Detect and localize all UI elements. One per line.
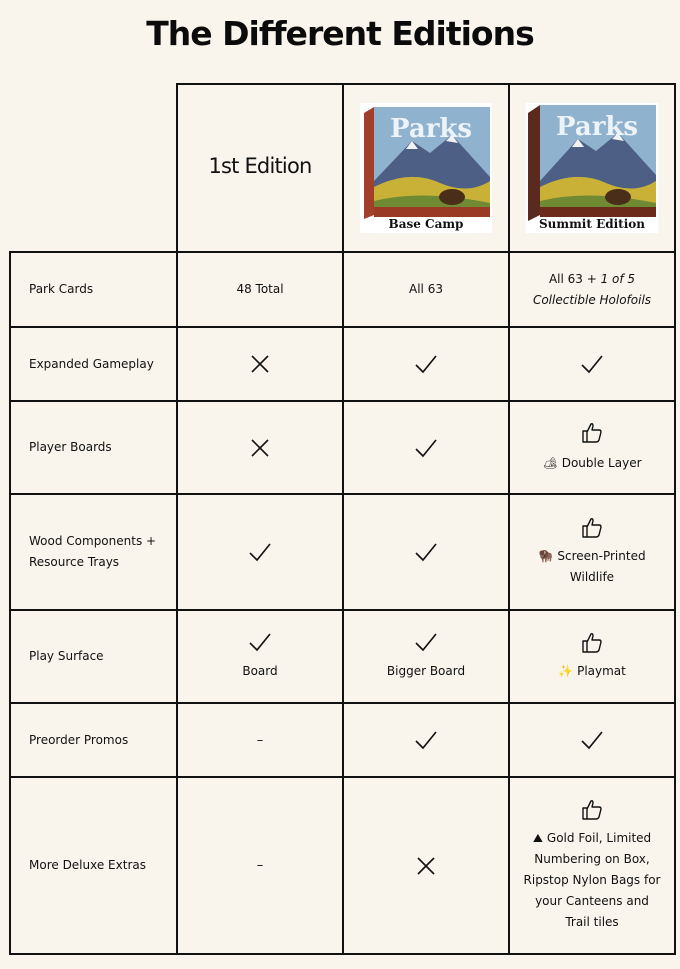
cell-deluxe-extras-1st	[177, 777, 343, 954]
header-row	[10, 84, 675, 252]
sparkles-emoji-icon: ✨	[558, 664, 574, 678]
row-label-wood-components-line2: Resource Trays	[29, 555, 120, 569]
cell-deluxe-extras-base	[343, 777, 509, 954]
cell-wood-components-1st	[177, 494, 343, 610]
dash-text: –	[256, 732, 264, 748]
table-row	[10, 401, 675, 494]
check-icon	[414, 541, 438, 563]
check-icon	[248, 631, 272, 653]
check-icon	[414, 729, 438, 751]
cell-wood-components-base	[343, 494, 509, 610]
deluxe-extras-line: Gold Foil, Limited	[546, 831, 652, 845]
deluxe-extras-line: Trail tiles	[565, 915, 619, 929]
cell-play-surface-summit	[509, 610, 675, 703]
table-row	[10, 777, 675, 954]
x-mark-icon	[249, 437, 271, 459]
cell-expanded-gameplay-summit	[509, 327, 675, 401]
table-row	[10, 610, 675, 703]
cell-expanded-gameplay-base	[343, 327, 509, 401]
corner-cell	[10, 84, 177, 252]
editions-comparison-table	[9, 83, 676, 955]
check-icon	[580, 353, 604, 375]
play-surface-summit-text: Playmat	[577, 664, 626, 678]
mountain-emoji-icon: ⛰	[532, 831, 543, 845]
row-label-player-boards: Player Boards	[10, 401, 177, 494]
cell-expanded-gameplay-1st	[177, 327, 343, 401]
bison-emoji-icon: 🦬	[538, 549, 554, 563]
row-label-play-surface: Play Surface	[10, 610, 177, 703]
cell-wood-components-summit	[509, 494, 675, 610]
deluxe-extras-line: your Canteens and	[535, 894, 649, 908]
table-row	[10, 327, 675, 401]
thumbs-up-icon	[580, 631, 604, 655]
column-header-base-camp	[343, 84, 509, 252]
cell-park-cards-base: All 63	[343, 252, 509, 327]
thumbs-up-icon	[580, 798, 604, 822]
summit-wood-components-line2: Wildlife	[569, 570, 615, 584]
cell-park-cards-1st: 48 Total	[177, 252, 343, 327]
campsite-emoji-icon: 🏕	[542, 456, 558, 470]
row-label-wood-components-line1: Wood Components +	[29, 534, 157, 548]
row-label-wood-components	[10, 494, 177, 610]
column-title-1st-edition: 1st Edition	[208, 154, 312, 178]
cell-play-surface-1st	[177, 610, 343, 703]
cell-preorder-promos-1st	[177, 703, 343, 777]
table-row	[10, 703, 675, 777]
cell-play-surface-base	[343, 610, 509, 703]
column-header-summit-edition	[509, 84, 675, 252]
cell-park-cards-summit	[509, 252, 675, 327]
summit-wood-components-line1: Screen-Printed	[557, 549, 646, 563]
column-header-1st-edition	[177, 84, 343, 252]
summit-player-boards-text: Double Layer	[561, 456, 642, 470]
deluxe-extras-line: Ripstop Nylon Bags for	[523, 873, 661, 887]
cell-player-boards-1st	[177, 401, 343, 494]
row-label-expanded-gameplay: Expanded Gameplay	[10, 327, 177, 401]
summit-park-cards-holofoils: Collectible Holofoils	[532, 292, 652, 307]
page-title: The Different Editions	[146, 14, 534, 53]
check-icon	[414, 631, 438, 653]
check-icon	[248, 541, 272, 563]
summit-park-cards-prefix: All 63 +	[548, 271, 601, 286]
cell-player-boards-summit	[509, 401, 675, 494]
row-label-preorder-promos: Preorder Promos	[10, 703, 177, 777]
base-camp-box-logo: Parks	[390, 114, 473, 144]
x-mark-icon	[249, 353, 271, 375]
thumbs-up-icon	[580, 421, 604, 445]
play-surface-base-text: Bigger Board	[386, 664, 466, 678]
deluxe-extras-line: Numbering on Box,	[534, 852, 650, 866]
base-camp-box-image	[360, 103, 492, 233]
cell-preorder-promos-base	[343, 703, 509, 777]
cell-preorder-promos-summit	[509, 703, 675, 777]
table-row	[10, 494, 675, 610]
table-row	[10, 252, 675, 327]
summit-box-logo: Parks	[556, 112, 639, 142]
x-mark-icon	[415, 855, 437, 877]
column-title-summit-edition: Summit Edition	[539, 217, 645, 231]
play-surface-1st-text: Board	[242, 664, 278, 678]
dash-text: –	[256, 858, 264, 873]
check-icon	[580, 729, 604, 751]
cell-player-boards-base	[343, 401, 509, 494]
column-title-base-camp: Base Camp	[388, 217, 464, 231]
summit-park-cards-italic: 1 of 5	[600, 271, 636, 286]
cell-deluxe-extras-summit	[509, 777, 675, 954]
check-icon	[414, 437, 438, 459]
check-icon	[414, 353, 438, 375]
row-label-deluxe-extras: More Deluxe Extras	[10, 777, 177, 954]
summit-edition-box-image	[526, 103, 658, 233]
row-label-park-cards: Park Cards	[10, 252, 177, 327]
thumbs-up-icon	[580, 516, 604, 540]
